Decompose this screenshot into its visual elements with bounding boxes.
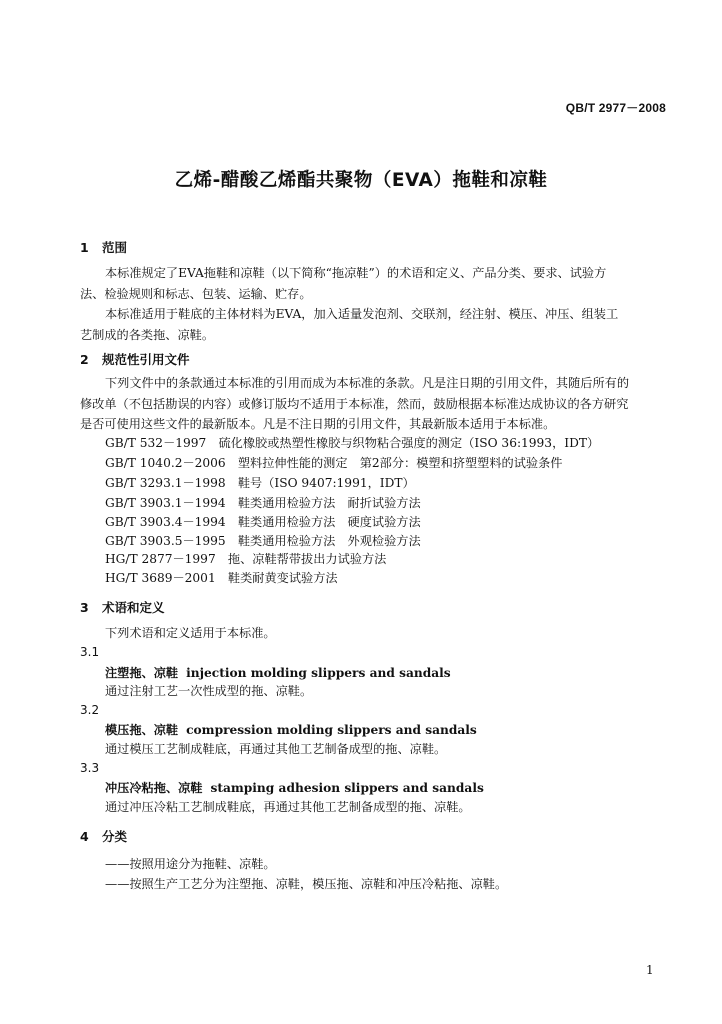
term-number: 3.2: [80, 703, 100, 717]
paragraph-line: 本标准规定了EVA拖鞋和凉鞋（以下简称“拖凉鞋”）的术语和定义、产品分类、要求、试验方: [105, 266, 607, 280]
section-1-heading: [80, 238, 127, 256]
term-zh: 冲压冷粘拖、凉鞋: [105, 781, 203, 795]
section-title: 术语和定义: [102, 600, 165, 615]
section-number: 1: [80, 240, 89, 255]
list-item: ——按照用途分为拖鞋、凉鞋。: [105, 857, 276, 871]
reference-title: 鞋号（ISO 9407:1991，IDT）: [237, 476, 415, 490]
reference-title: 拖、凉鞋帮带拔出力试验方法: [227, 552, 387, 566]
term-definition: 通过注射工艺一次性成型的拖、凉鞋。: [105, 684, 313, 698]
reference-code: GB/T 3903.4－1994: [105, 515, 226, 529]
section-1-paragraph-1: [80, 263, 668, 304]
reference-item: [105, 513, 421, 530]
reference-title: 塑料拉伸性能的测定 第2部分：模塑和挤塑塑料的试验条件: [237, 456, 563, 470]
document-title: 乙烯-醋酸乙烯酯共聚物（EVA）拖鞋和凉鞋: [174, 170, 548, 191]
reference-title: 鞋类通用检验方法 耐折试验方法: [237, 496, 421, 510]
reference-item: [105, 474, 415, 491]
reference-item: [105, 454, 562, 471]
term-definition: 通过模压工艺制成鞋底，再通过其他工艺制备成型的拖、凉鞋。: [105, 742, 447, 756]
section-1-paragraph-2: [80, 304, 668, 345]
reference-code: HG/T 2877－1997: [105, 552, 216, 566]
section-title: 范围: [102, 240, 128, 255]
list-item: ——按照生产工艺分为注塑拖、凉鞋，模压拖、凉鞋和冲压冷粘拖、凉鞋。: [105, 877, 508, 891]
section-number: 2: [80, 352, 89, 367]
reference-title: 鞋类通用检验方法 外观检验方法: [237, 534, 421, 548]
reference-item: [105, 434, 599, 451]
paragraph-line: 本标准适用于鞋底的主体材料为EVA，加入适量发泡剂、交联剂，经注射、模压、冲压、组装工: [105, 307, 619, 321]
section-2-heading: [80, 350, 190, 368]
paragraph-line: 法、检验规则和标志、包装、运输、贮存。: [80, 286, 312, 301]
paragraph-line: 艺制成的各类拖、凉鞋。: [80, 327, 215, 342]
page-number: 1: [646, 963, 654, 977]
reference-code: GB/T 3903.1－1994: [105, 496, 226, 510]
reference-code: GB/T 3293.1－1998: [105, 476, 226, 490]
term-number: 3.1: [80, 645, 100, 659]
term-en: compression molding slippers and sandals: [186, 723, 477, 737]
reference-code: GB/T 1040.2－2006: [105, 456, 226, 470]
term-title: [105, 721, 477, 738]
term-zh: 注塑拖、凉鞋: [105, 666, 179, 680]
section-4-heading: [80, 827, 127, 845]
reference-title: 鞋类通用检验方法 硬度试验方法: [237, 515, 421, 529]
section-2-paragraph: [80, 373, 668, 435]
reference-code: GB/T 3903.5－1995: [105, 534, 226, 548]
paragraph-line: 下列文件中的条款通过本标准的引用而成为本标准的条款。凡是注日期的引用文件，其随后所有的: [105, 376, 630, 390]
section-title: 规范性引用文件: [102, 352, 190, 367]
term-en: injection molding slippers and sandals: [186, 666, 451, 680]
reference-code: GB/T 532－1997: [105, 436, 207, 450]
section-title: 分类: [102, 829, 128, 844]
term-zh: 模压拖、凉鞋: [105, 723, 179, 737]
term-title: [105, 779, 484, 796]
reference-item: [105, 550, 386, 567]
reference-title: 硫化橡胶或热塑性橡胶与织物粘合强度的测定（ISO 36:1993，IDT）: [218, 436, 600, 450]
reference-title: 鞋类耐黄变试验方法: [227, 571, 338, 585]
reference-code: HG/T 3689－2001: [105, 571, 216, 585]
term-title: [105, 664, 451, 681]
reference-item: [105, 569, 338, 586]
section-3-heading: [80, 598, 165, 616]
paragraph-line: 修改单（不包括勘误的内容）或修订版均不适用于本标准，然而，鼓励根据本标准达成协议的各方研究: [80, 396, 629, 411]
term-number: 3.3: [80, 761, 100, 775]
paragraph-line: 是否可使用这些文件的最新版本。凡是不注日期的引用文件，其最新版本适用于本标准。: [80, 417, 556, 431]
term-definition: 通过冲压冷粘工艺制成鞋底，再通过其他工艺制备成型的拖、凉鞋。: [105, 800, 471, 814]
section-3-intro: 下列术语和定义适用于本标准。: [105, 626, 276, 640]
reference-item: [105, 532, 421, 549]
section-number: 4: [80, 829, 89, 844]
standard-code: QB/T 2977－2008: [565, 101, 666, 115]
reference-item: [105, 494, 421, 511]
section-number: 3: [80, 600, 89, 615]
term-en: stamping adhesion slippers and sandals: [210, 781, 484, 795]
